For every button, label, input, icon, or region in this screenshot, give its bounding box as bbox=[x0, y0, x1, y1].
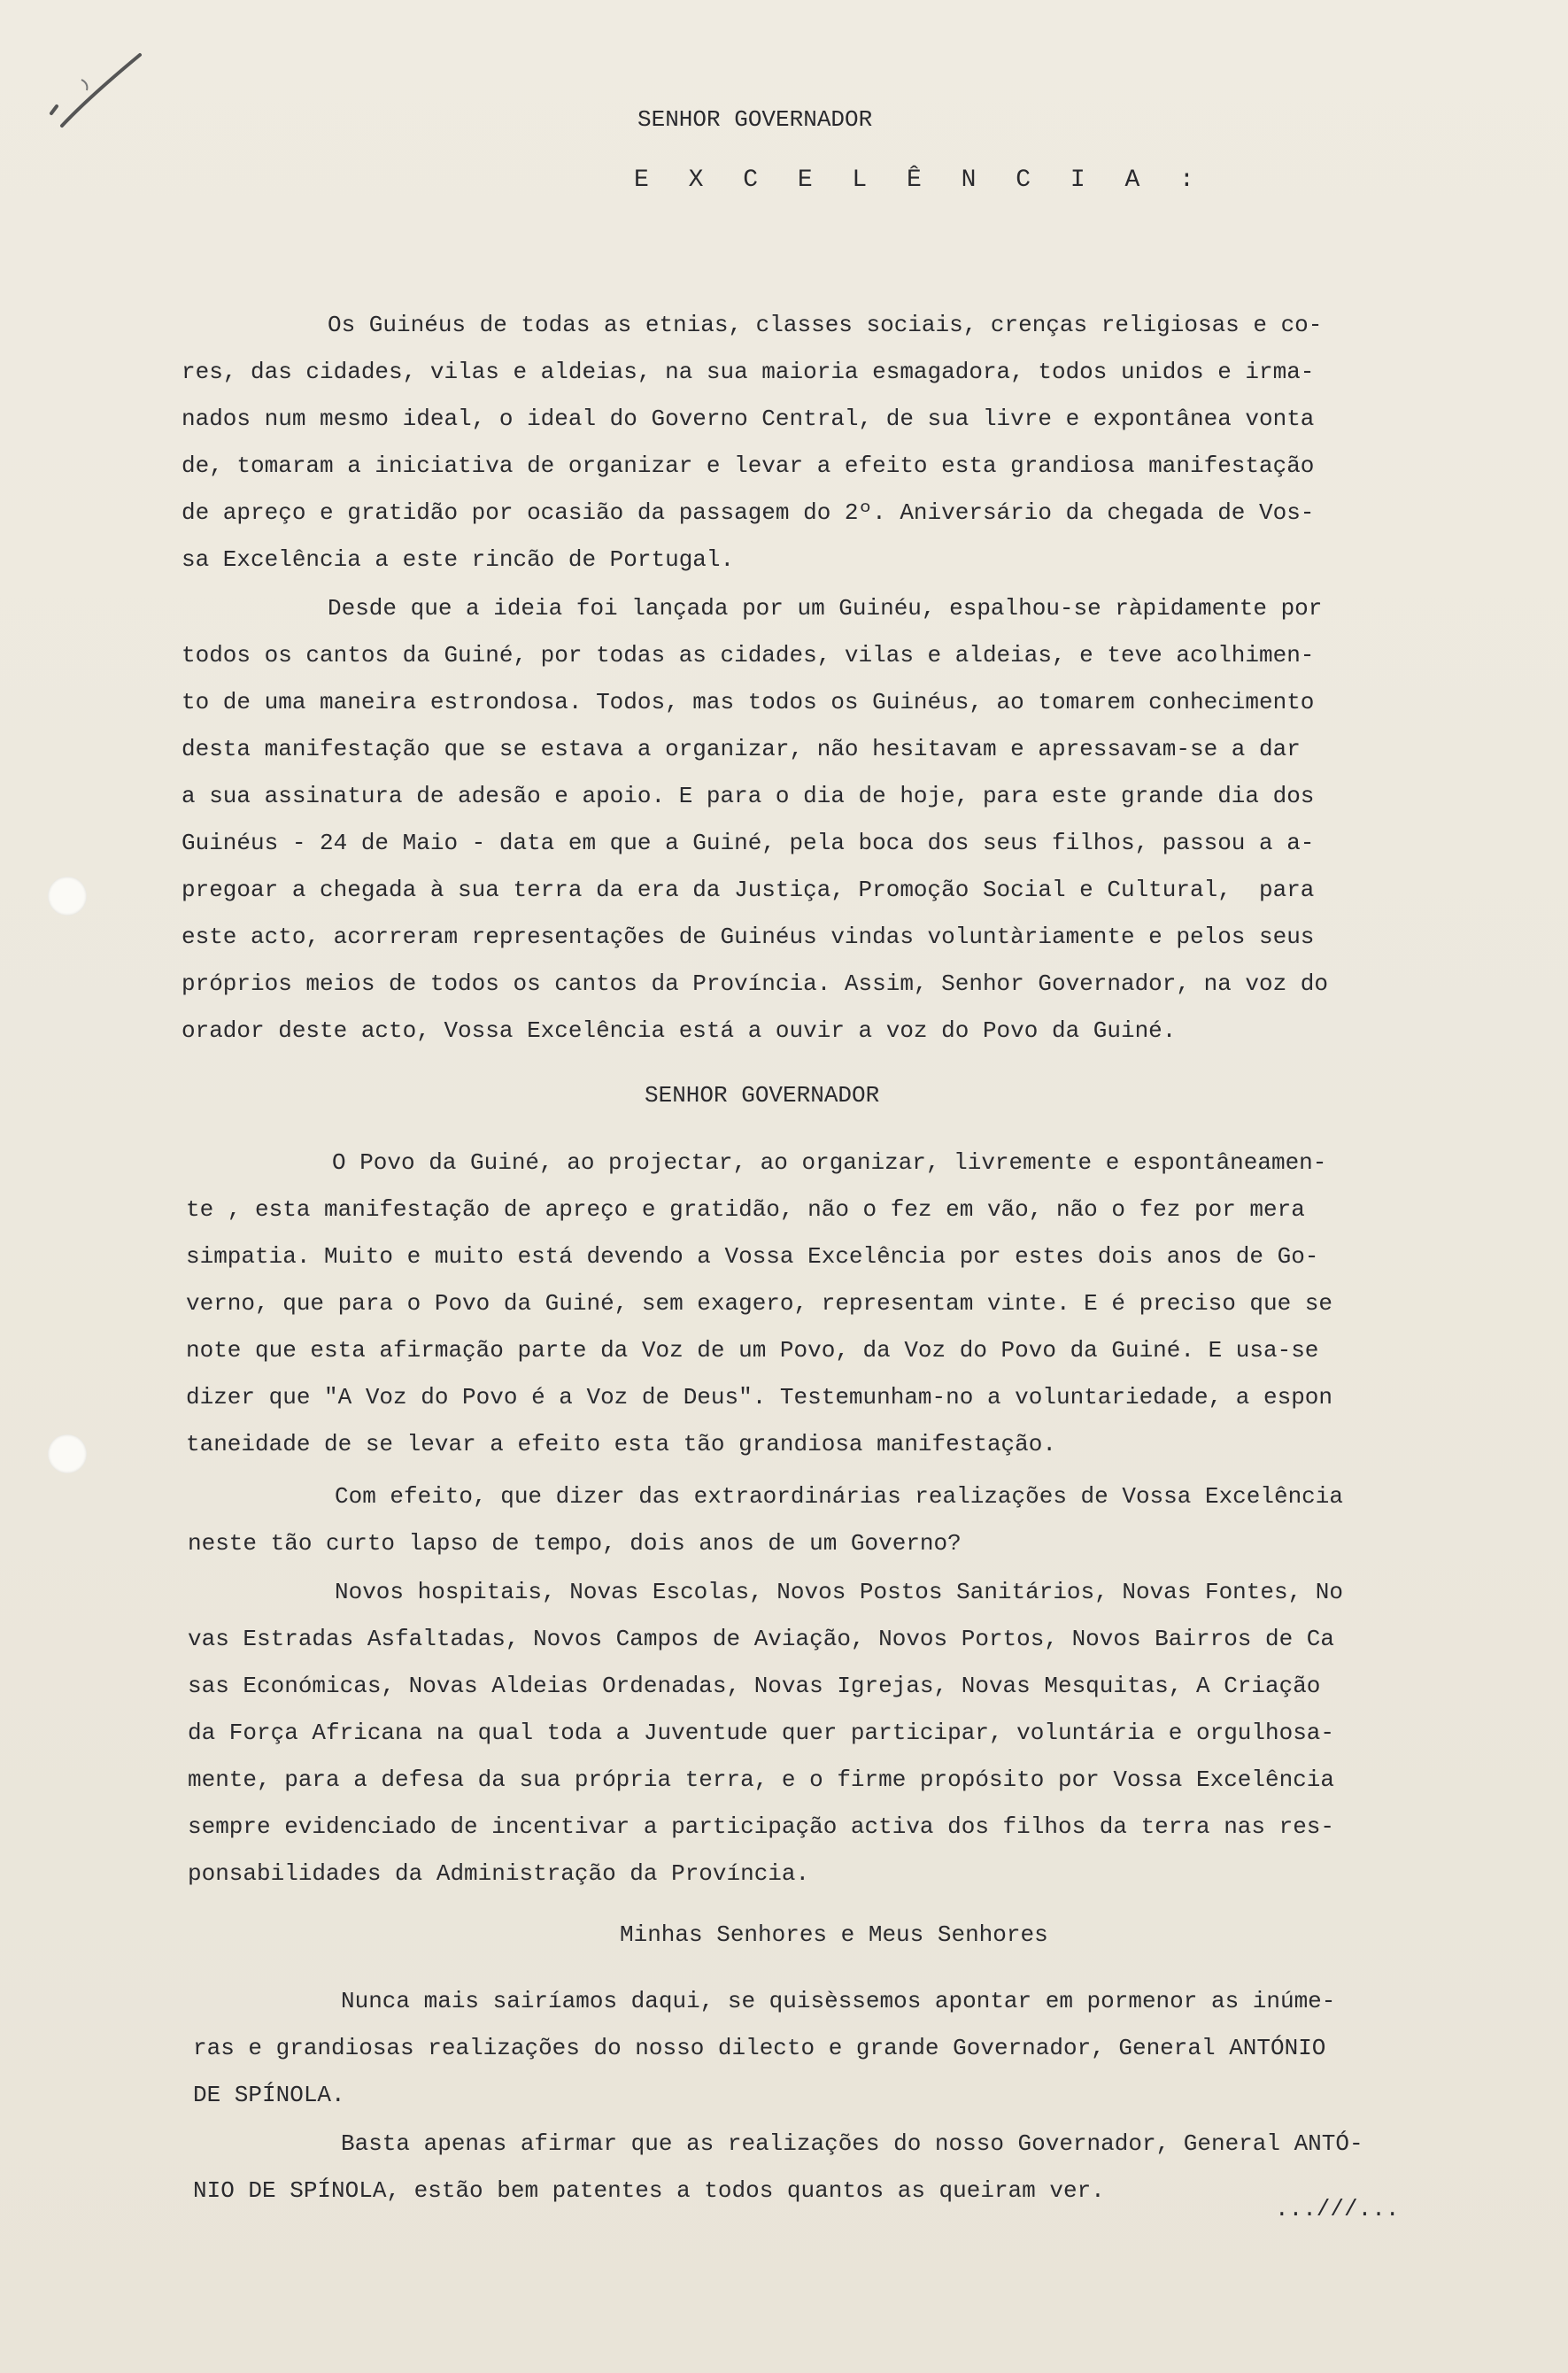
text-line: orador deste acto, Vossa Excelência está a ouvir a voz do Povo da Guiné. bbox=[182, 1017, 1177, 1044]
text-line: próprios meios de todos os cantos da Província. Assim, Senhor Governador, na voz do bbox=[182, 970, 1329, 997]
section-heading: Minhas Senhores e Meus Senhores bbox=[620, 1921, 1048, 1948]
punch-hole-upper bbox=[48, 877, 87, 916]
text-line: sempre evidenciado de incentivar a participação activa dos filhos da terra nas res- bbox=[188, 1813, 1335, 1840]
text-line: de apreço e gratidão por ocasião da passagem do 2º. Aniversário da chegada de Vos- bbox=[182, 499, 1315, 526]
page-title: SENHOR GOVERNADOR bbox=[637, 106, 873, 133]
text-line: sas Económicas, Novas Aldeias Ordenadas, Novas Igrejas, Novas Mesquitas, A Criação bbox=[188, 1673, 1321, 1699]
text-line: res, das cidades, vilas e aldeias, na sua maioria esmagadora, todos unidos e irma- bbox=[182, 359, 1315, 385]
text-line: todos os cantos da Guiné, por todas as cidades, vilas e aldeias, e teve acolhimen- bbox=[182, 642, 1315, 669]
text-line: Desde que a ideia foi lançada por um Guinéu, espalhou-se ràpidamente por bbox=[328, 595, 1323, 622]
text-line: Basta apenas afirmar que as realizações do nosso Governador, General ANTÓ- bbox=[341, 2130, 1363, 2157]
text-line: Nunca mais sairíamos daqui, se quisèssemos apontar em pormenor as inúme- bbox=[341, 1988, 1336, 2014]
text-line: vas Estradas Asfaltadas, Novos Campos de Aviação, Novos Portos, Novos Bairros de Ca bbox=[188, 1626, 1335, 1652]
text-line: Novos hospitais, Novas Escolas, Novos Postos Sanitários, Novas Fontes, No bbox=[335, 1579, 1343, 1605]
text-line: Com efeito, que dizer das extraordinárias realizações de Vossa Excelência bbox=[335, 1483, 1343, 1510]
text-line: a sua assinatura de adesão e apoio. E para o dia de hoje, para este grande dia dos bbox=[182, 783, 1315, 809]
text-line: nados num mesmo ideal, o ideal do Governo Central, de sua livre e expontânea vonta bbox=[182, 406, 1315, 432]
text-line: Os Guinéus de todas as etnias, classes sociais, crenças religiosas e co- bbox=[328, 312, 1323, 338]
section-heading: SENHOR GOVERNADOR bbox=[645, 1082, 880, 1109]
pen-check-mark bbox=[35, 44, 159, 133]
text-line: note que esta afirmação parte da Voz de um Povo, da Voz do Povo da Guiné. E usa-se bbox=[186, 1337, 1319, 1364]
text-line: ras e grandiosas realizações do nosso dilecto e grande Governador, General ANTÓNIO bbox=[193, 2035, 1326, 2061]
text-line: de, tomaram a iniciativa de organizar e levar a efeito esta grandiosa manifestação bbox=[182, 452, 1315, 479]
text-line: to de uma maneira estrondosa. Todos, mas todos os Guinéus, ao tomarem conhecimento bbox=[182, 689, 1315, 715]
text-line: este acto, acorreram representações de Guinéus vindas voluntàriamente e pelos seus bbox=[182, 924, 1315, 950]
text-line: neste tão curto lapso de tempo, dois anos de um Governo? bbox=[188, 1530, 962, 1557]
text-line: simpatia. Muito e muito está devendo a Vossa Excelência por estes dois anos de Go- bbox=[186, 1243, 1319, 1270]
text-line: te , esta manifestação de apreço e gratidão, não o fez em vão, não o fez por mera bbox=[186, 1196, 1305, 1223]
text-line: desta manifestação que se estava a organizar, não hesitavam e apressavam-se a dar bbox=[182, 736, 1301, 762]
text-line: pregoar a chegada à sua terra da era da Justiça, Promoção Social e Cultural, para bbox=[182, 877, 1315, 903]
text-line: NIO DE SPÍNOLA, estão bem patentes a todos quantos as queiram ver. bbox=[193, 2177, 1105, 2204]
text-line: verno, que para o Povo da Guiné, sem exagero, representam vinte. E é preciso que se bbox=[186, 1290, 1333, 1317]
salutation: E X C E L Ê N C I A : bbox=[634, 166, 1207, 194]
text-line: da Força Africana na qual toda a Juventude quer participar, voluntária e orgulhosa- bbox=[188, 1720, 1335, 1746]
text-line: ponsabilidades da Administração da Província. bbox=[188, 1860, 810, 1887]
text-line: O Povo da Guiné, ao projectar, ao organizar, livremente e espontâneamen- bbox=[332, 1149, 1327, 1176]
continuation-mark: ...///... bbox=[1275, 2196, 1400, 2222]
text-line: sa Excelência a este rincão de Portugal. bbox=[182, 546, 735, 573]
text-line: dizer que "A Voz do Povo é a Voz de Deus". Testemunham-no a voluntariedade, a espon bbox=[186, 1384, 1333, 1411]
text-line: taneidade de se levar a efeito esta tão grandiosa manifestação. bbox=[186, 1431, 1056, 1457]
text-line: Guinéus - 24 de Maio - data em que a Guiné, pela boca dos seus filhos, passou a a- bbox=[182, 830, 1315, 856]
text-line: mente, para a defesa da sua própria terra, e o firme propósito por Vossa Excelência bbox=[188, 1766, 1335, 1793]
punch-hole-lower bbox=[48, 1434, 87, 1473]
text-line: DE SPÍNOLA. bbox=[193, 2082, 345, 2108]
